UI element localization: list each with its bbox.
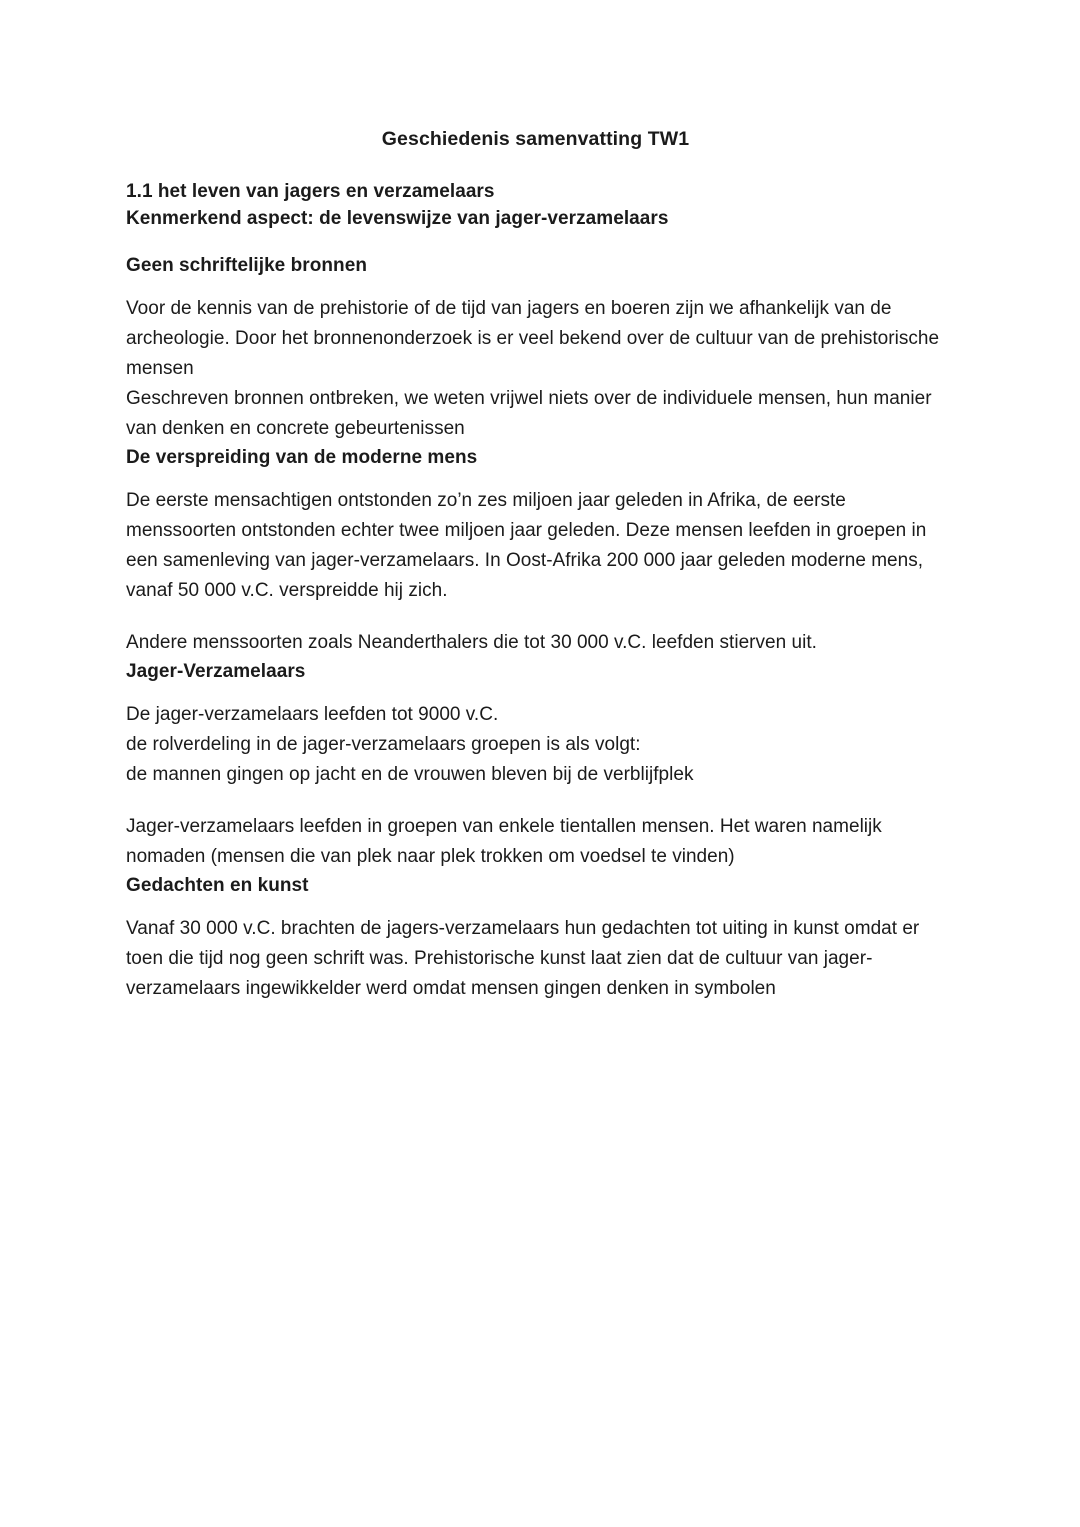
paragraph-line: de mannen gingen op jacht en de vrouwen bleven bij de verblijfplek: [126, 764, 694, 785]
section-heading: Jager-Verzamelaars: [126, 661, 306, 682]
paragraph-line: Andere menssoorten zoals Neanderthalers die tot 30 000 v.C. leefden stierven uit.: [126, 632, 817, 653]
chapter-heading-line-2: Kenmerkend aspect: de levenswijze van jager-verzamelaars: [126, 208, 669, 229]
paragraph: [126, 700, 945, 790]
paragraph-line: De jager-verzamelaars leefden tot 9000 v.C.: [126, 704, 499, 725]
paragraph: [126, 294, 945, 444]
paragraph-line: menssoorten ontstonden echter twee miljoen jaar geleden. Deze mensen leefden in groepen in: [126, 520, 927, 541]
section-heading: Gedachten en kunst: [126, 875, 309, 896]
page-title: Geschiedenis samenvatting TW1: [381, 128, 690, 150]
chapter-heading-line-1: 1.1 het leven van jagers en verzamelaars: [126, 181, 495, 202]
section-gedachten-en-kunst: [126, 872, 945, 1004]
section-verspreiding-moderne-mens: [126, 444, 945, 658]
paragraph-line: een samenleving van jager-verzamelaars. In Oost-Afrika 200 000 jaar geleden moderne mens,: [126, 550, 924, 571]
chapter-heading-block: [126, 178, 945, 232]
paragraph-line: Voor de kennis van de prehistorie of de tijd van jagers en boeren zijn we afhankelijk van de: [126, 298, 892, 319]
paragraph-line: van denken en concrete gebeurtenissen: [126, 418, 465, 439]
paragraph: [126, 486, 945, 606]
paragraph: [126, 914, 945, 1004]
paragraph-line: nomaden (mensen die van plek naar plek trokken om voedsel te vinden): [126, 846, 735, 867]
paragraph-line: De eerste mensachtigen ontstonden zo’n zes miljoen jaar geleden in Afrika, de eerste: [126, 490, 846, 511]
section-geen-schriftelijke-bronnen: [126, 252, 945, 444]
paragraph-line: verzamelaars ingewikkelder werd omdat mensen gingen denken in symbolen: [126, 978, 776, 999]
paragraph-line: archeologie. Door het bronnenonderzoek is er veel bekend over de cultuur van de prehistorische: [126, 328, 940, 349]
paragraph-line: de rolverdeling in de jager-verzamelaars groepen is als volgt:: [126, 734, 641, 755]
paragraph-line: Geschreven bronnen ontbreken, we weten vrijwel niets over de individuele mensen, hun manier: [126, 388, 932, 409]
paragraph-line: Vanaf 30 000 v.C. brachten de jagers-verzamelaars hun gedachten tot uiting in kunst omdat er: [126, 918, 920, 939]
paragraph-line: toen die tijd nog geen schrift was. Prehistorische kunst laat zien dat de cultuur van jager-: [126, 948, 873, 969]
paragraph-line: Jager-verzamelaars leefden in groepen van enkele tientallen mensen. Het waren namelijk: [126, 816, 882, 837]
paragraph: [126, 628, 945, 658]
section-jager-verzamelaars: [126, 658, 945, 872]
section-heading: Geen schriftelijke bronnen: [126, 255, 367, 276]
paragraph: [126, 812, 945, 872]
paragraph-line: mensen: [126, 358, 194, 379]
section-heading: De verspreiding van de moderne mens: [126, 447, 478, 468]
paragraph-line: vanaf 50 000 v.C. verspreidde hij zich.: [126, 580, 448, 601]
